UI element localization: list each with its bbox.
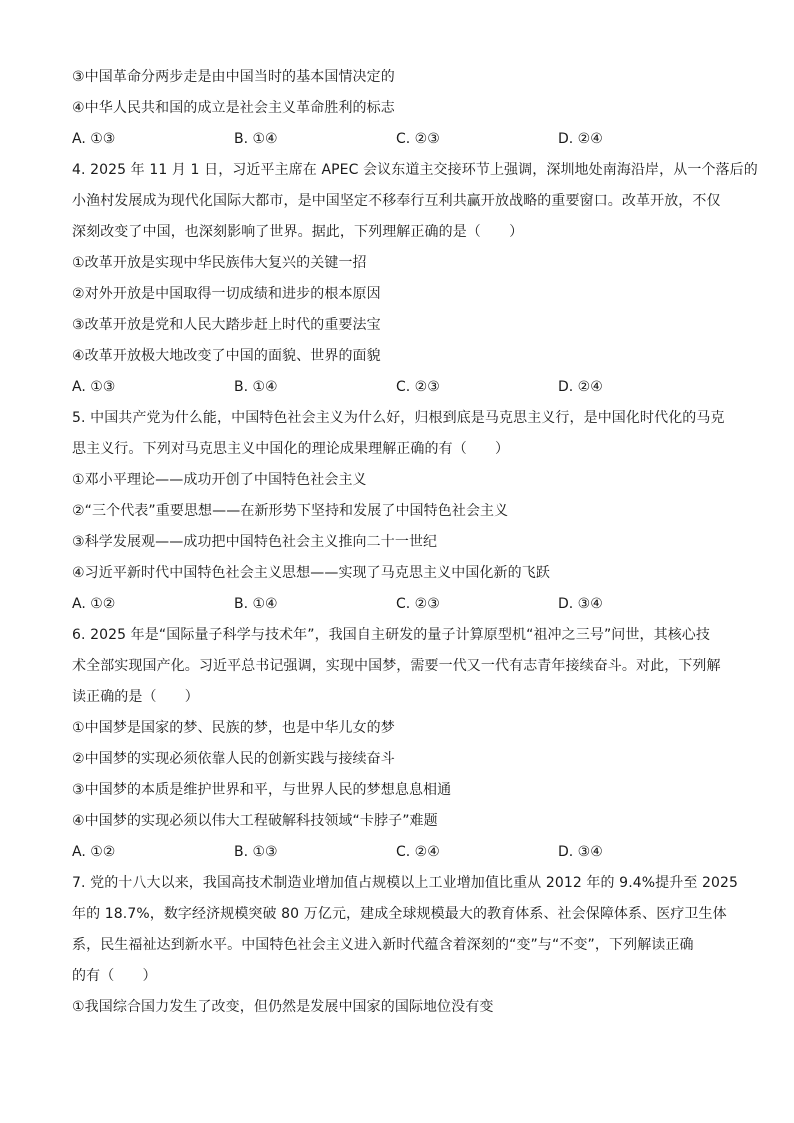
- statement: ②中国梦的实现必须依靠人民的创新实践与接续奋斗: [72, 751, 395, 767]
- exam-page: [72, 62, 758, 1023]
- question-stem-line: 术全部实现国产化。习近平总书记强调，实现中国梦，需要一代又一代有志青年接续奋斗。对此，下列解: [72, 658, 721, 674]
- answer-options: [72, 589, 724, 620]
- statement: ②对外开放是中国取得一切成绩和进步的根本原因: [72, 286, 381, 302]
- statement: ②“三个代表”重要思想——在新形势下坚持和发展了中国特色社会主义: [72, 503, 509, 519]
- option-a: A. ①③: [72, 131, 116, 147]
- option-c: C. ②③: [396, 131, 440, 147]
- statement: ④中华人民共和国的成立是社会主义革命胜利的标志: [72, 100, 395, 116]
- question-stem-line: 4. 2025 年 11 月 1 日，习近平主席在 APEC 会议东道主交接环节上强调，深圳地处南海沿岸，从一个落后的: [72, 162, 758, 178]
- option-a: A. ①②: [72, 596, 116, 612]
- statement: ④习近平新时代中国特色社会主义思想——实现了马克思主义中国化新的飞跃: [72, 565, 550, 581]
- option-d: D. ③④: [558, 596, 603, 612]
- option-a: A. ①③: [72, 379, 116, 395]
- question-6: [72, 620, 724, 868]
- statement: ④改革开放极大地改变了中国的面貌、世界的面貌: [72, 348, 381, 364]
- statement: ④中国梦的实现必须以伟大工程破解科技领域“卡脖子”难题: [72, 813, 438, 829]
- question-stem-line: 系，民生福祉达到新水平。中国特色社会主义进入新时代蕴含着深刻的“变”与“不变”，下列解读正确: [72, 937, 694, 953]
- statement: ①改革开放是实现中华民族伟大复兴的关键一招: [72, 255, 367, 271]
- question-4: [72, 155, 758, 403]
- question-stem-line: 7. 党的十八大以来，我国高技术制造业增加值占规模以上工业增加值比重从 2012 年的 9.4%提升至 2025: [72, 875, 739, 891]
- answer-options: [72, 837, 724, 868]
- answer-options: [72, 372, 724, 403]
- question-stem-line: 5. 中国共产党为什么能，中国特色社会主义为什么好，归根到底是马克思主义行，是中国化时代化的马克: [72, 410, 725, 426]
- option-d: D. ③④: [558, 844, 603, 860]
- answer-options: [72, 124, 724, 155]
- option-d: D. ②④: [558, 131, 603, 147]
- statement: ③中国革命分两步走是由中国当时的基本国情决定的: [72, 69, 395, 85]
- question-5: [72, 403, 724, 620]
- option-c: C. ②④: [396, 844, 440, 860]
- statement: ①邓小平理论——成功开创了中国特色社会主义: [72, 472, 367, 488]
- option-a: A. ①②: [72, 844, 116, 860]
- question-stem-line: 6. 2025 年是“国际量子科学与技术年”，我国自主研发的量子计算原型机“祖冲之三号”问世，其核心技: [72, 627, 710, 643]
- statement: ①中国梦是国家的梦、民族的梦，也是中华儿女的梦: [72, 720, 395, 736]
- option-c: C. ②③: [396, 596, 440, 612]
- statement: ①我国综合国力发生了改变，但仍然是发展中国家的国际地位没有变: [72, 999, 494, 1015]
- statement: ③科学发展观——成功把中国特色社会主义推向二十一世纪: [72, 534, 438, 550]
- option-b: B. ①④: [234, 131, 278, 147]
- statement: ③中国梦的本质是维护世界和平，与世界人民的梦想息息相通: [72, 782, 452, 798]
- option-b: B. ①④: [234, 379, 278, 395]
- question-stem-line: 读正确的是（ ）: [72, 689, 199, 705]
- question-stem-line: 年的 18.7%，数字经济规模突破 80 万亿元，建成全球规模最大的教育体系、社会保障体系、医疗卫生体: [72, 906, 727, 922]
- question-stem-line: 的有（ ）: [72, 968, 157, 984]
- option-b: B. ①③: [234, 844, 278, 860]
- statement: ③改革开放是党和人民大踏步赶上时代的重要法宝: [72, 317, 381, 333]
- option-c: C. ②③: [396, 379, 440, 395]
- question-stem-line: 小渔村发展成为现代化国际大都市，是中国坚定不移奉行互利共赢开放战略的重要窗口。改革开放，不仅: [72, 193, 721, 209]
- question-7: [72, 868, 739, 1023]
- question-stem-line: 思主义行。下列对马克思主义中国化的理论成果理解正确的有（ ）: [72, 441, 510, 457]
- option-b: B. ①④: [234, 596, 278, 612]
- question-stem-line: 深刻改变了中国，也深刻影响了世界。据此，下列理解正确的是（ ）: [72, 224, 524, 240]
- option-d: D. ②④: [558, 379, 603, 395]
